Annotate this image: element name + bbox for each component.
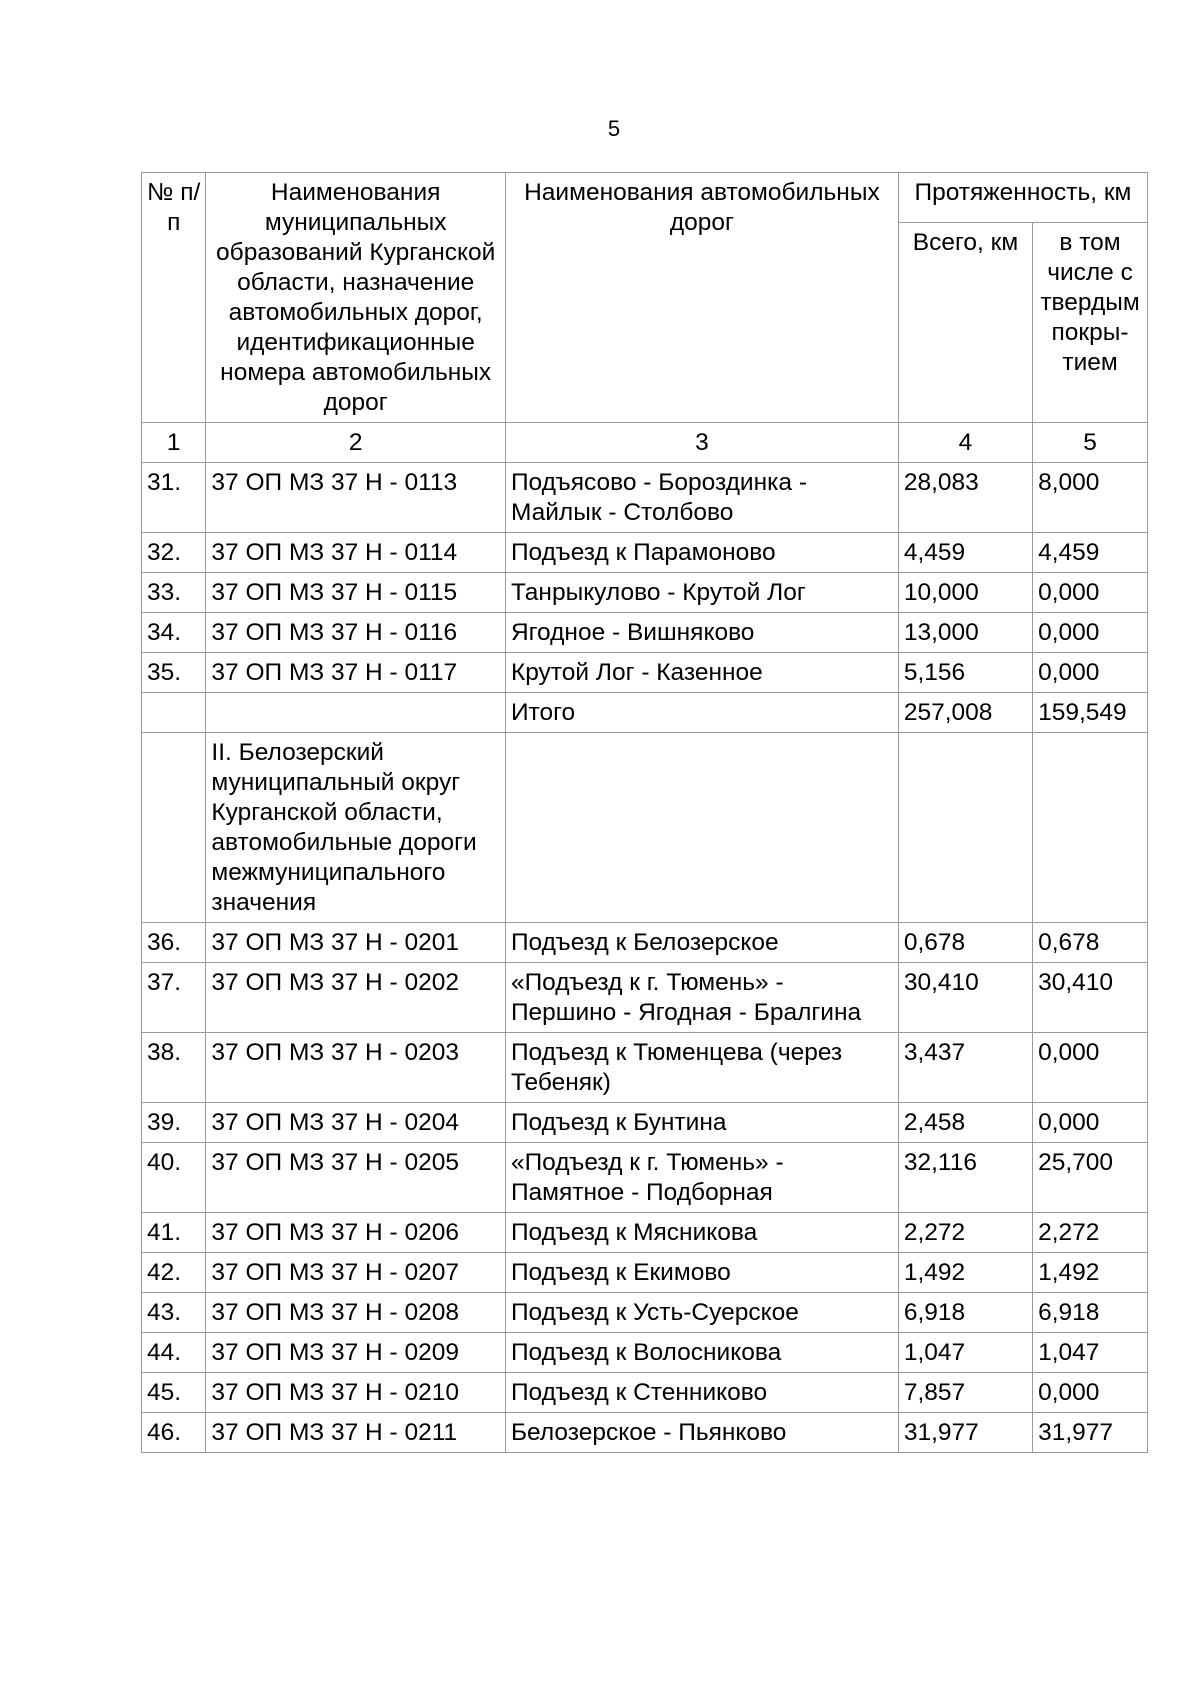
column-numbers-row — [142, 423, 1148, 463]
roads-table — [141, 172, 1148, 1453]
table-row — [142, 1413, 1148, 1453]
length-hard-surface: 0,678 — [1033, 923, 1148, 963]
length-hard-surface: 0,000 — [1033, 1103, 1148, 1143]
column-number: 5 — [1033, 423, 1148, 463]
length-hard-surface: 2,272 — [1033, 1213, 1148, 1253]
column-number: 3 — [505, 423, 898, 463]
road-name: Подъезд к Бунтина — [505, 1103, 898, 1143]
length-total: 2,272 — [898, 1213, 1032, 1253]
table-row — [142, 1253, 1148, 1293]
section-title: II. Белозерский муниципальный округ Курганской области, автомобильные дороги межмуниципального значения — [206, 733, 506, 923]
row-number: 37. — [142, 963, 206, 1033]
row-number: 43. — [142, 1293, 206, 1333]
road-name: Белозерское - Пьянково — [505, 1413, 898, 1453]
header-number: № п/п — [142, 173, 206, 423]
row-number: 44. — [142, 1333, 206, 1373]
road-id: 37 ОП МЗ 37 Н - 0203 — [206, 1033, 506, 1103]
road-id: 37 ОП МЗ 37 Н - 0209 — [206, 1333, 506, 1373]
road-name: Подъезд к Стенниково — [505, 1373, 898, 1413]
road-name: Подъезд к Волосникова — [505, 1333, 898, 1373]
length-total: 7,857 — [898, 1373, 1032, 1413]
length-total: 1,047 — [898, 1333, 1032, 1373]
length-total: 5,156 — [898, 653, 1032, 693]
column-number: 1 — [142, 423, 206, 463]
road-name: Крутой Лог - Казенное — [505, 653, 898, 693]
row-number: 45. — [142, 1373, 206, 1413]
road-name: «Подъезд к г. Тюмень» - Першино - Ягодная - Бралгина — [505, 963, 898, 1033]
length-total: 2,458 — [898, 1103, 1032, 1143]
road-name: Подъезд к Белозерское — [505, 923, 898, 963]
length-hard-surface: 1,492 — [1033, 1253, 1148, 1293]
row-number: 32. — [142, 533, 206, 573]
road-id: 37 ОП МЗ 37 Н - 0211 — [206, 1413, 506, 1453]
length-hard-surface: 0,000 — [1033, 1033, 1148, 1103]
section-row — [142, 733, 1148, 923]
row-number: 38. — [142, 1033, 206, 1103]
table-body-summary — [142, 693, 1148, 923]
length-hard-surface: 0,000 — [1033, 653, 1148, 693]
total-row-hard-surface: 159,549 — [1033, 693, 1148, 733]
table-row — [142, 613, 1148, 653]
road-name: «Подъезд к г. Тюмень» - Памятное - Подборная — [505, 1143, 898, 1213]
length-total: 1,492 — [898, 1253, 1032, 1293]
length-total: 28,083 — [898, 463, 1032, 533]
road-name: Подъезд к Тюменцева (через Тебеняк) — [505, 1033, 898, 1103]
road-id: 37 ОП МЗ 37 Н - 0210 — [206, 1373, 506, 1413]
road-name: Подъясово - Бороздинка - Майлык - Столбово — [505, 463, 898, 533]
length-total: 0,678 — [898, 923, 1032, 963]
row-number: 40. — [142, 1143, 206, 1213]
header-hard-surface: в том числе с твердым покры-тием — [1033, 223, 1148, 423]
column-number: 2 — [206, 423, 506, 463]
table-row — [142, 1373, 1148, 1413]
total-row — [142, 693, 1148, 733]
row-number: 41. — [142, 1213, 206, 1253]
length-total: 31,977 — [898, 1413, 1032, 1453]
road-id: 37 ОП МЗ 37 Н - 0206 — [206, 1213, 506, 1253]
road-id: 37 ОП МЗ 37 Н - 0205 — [206, 1143, 506, 1213]
section-row-hard-surface — [1033, 733, 1148, 923]
length-hard-surface: 30,410 — [1033, 963, 1148, 1033]
page-number: 5 — [607, 116, 621, 141]
table-row — [142, 1103, 1148, 1143]
table-row — [142, 1143, 1148, 1213]
row-number: 34. — [142, 613, 206, 653]
length-hard-surface: 4,459 — [1033, 533, 1148, 573]
table-row — [142, 1033, 1148, 1103]
row-number: 33. — [142, 573, 206, 613]
table-row — [142, 923, 1148, 963]
road-id: 37 ОП МЗ 37 Н - 0201 — [206, 923, 506, 963]
road-name: Подъезд к Усть-Суерское — [505, 1293, 898, 1333]
length-hard-surface: 0,000 — [1033, 573, 1148, 613]
section-row-number — [142, 733, 206, 923]
row-number: 39. — [142, 1103, 206, 1143]
road-id: 37 ОП МЗ 37 Н - 0114 — [206, 533, 506, 573]
length-total: 4,459 — [898, 533, 1032, 573]
table-row — [142, 1333, 1148, 1373]
row-number: 31. — [142, 463, 206, 533]
length-hard-surface: 31,977 — [1033, 1413, 1148, 1453]
total-row-id — [206, 693, 506, 733]
length-hard-surface: 6,918 — [1033, 1293, 1148, 1333]
row-number: 46. — [142, 1413, 206, 1453]
section-row-length — [898, 733, 1032, 923]
road-id: 37 ОП МЗ 37 Н - 0115 — [206, 573, 506, 613]
row-number: 36. — [142, 923, 206, 963]
length-total: 10,000 — [898, 573, 1032, 613]
header-road-name: Наименования автомобильных дорог — [505, 173, 898, 423]
road-id: 37 ОП МЗ 37 Н - 0116 — [206, 613, 506, 653]
road-id: 37 ОП МЗ 37 Н - 0204 — [206, 1103, 506, 1143]
total-row-label: Итого — [505, 693, 898, 733]
length-hard-surface: 25,700 — [1033, 1143, 1148, 1213]
length-total: 30,410 — [898, 963, 1032, 1033]
road-name: Ягодное - Вишняково — [505, 613, 898, 653]
section-row-name — [505, 733, 898, 923]
road-id: 37 ОП МЗ 37 Н - 0113 — [206, 463, 506, 533]
column-number: 4 — [898, 423, 1032, 463]
row-number: 35. — [142, 653, 206, 693]
table-row — [142, 653, 1148, 693]
table-row — [142, 1293, 1148, 1333]
header-length-group: Протяженность, км — [898, 173, 1147, 223]
length-hard-surface: 1,047 — [1033, 1333, 1148, 1373]
length-hard-surface: 8,000 — [1033, 463, 1148, 533]
road-name: Подъезд к Парамоново — [505, 533, 898, 573]
road-name: Подъезд к Екимово — [505, 1253, 898, 1293]
table-body-section-2 — [142, 923, 1148, 1453]
table-body-section-1 — [142, 463, 1148, 693]
length-total: 6,918 — [898, 1293, 1032, 1333]
road-id: 37 ОП МЗ 37 Н - 0208 — [206, 1293, 506, 1333]
header-total: Всего, км — [898, 223, 1032, 423]
table-header — [142, 173, 1148, 463]
length-total: 3,437 — [898, 1033, 1032, 1103]
length-hard-surface: 0,000 — [1033, 1373, 1148, 1413]
road-id: 37 ОП МЗ 37 Н - 0207 — [206, 1253, 506, 1293]
road-id: 37 ОП МЗ 37 Н - 0202 — [206, 963, 506, 1033]
road-name: Подъезд к Мясникова — [505, 1213, 898, 1253]
total-row-length: 257,008 — [898, 693, 1032, 733]
road-id: 37 ОП МЗ 37 Н - 0117 — [206, 653, 506, 693]
length-total: 32,116 — [898, 1143, 1032, 1213]
table-row — [142, 963, 1148, 1033]
table-row — [142, 463, 1148, 533]
length-total: 13,000 — [898, 613, 1032, 653]
road-name: Танрыкулово - Крутой Лог — [505, 573, 898, 613]
table-row — [142, 573, 1148, 613]
table-row — [142, 533, 1148, 573]
header-municipality: Наименования муниципальных образований Курганской области, назначение автомобильных дорог, идентификационные номера автомобильных дорог — [206, 173, 506, 423]
total-row-number — [142, 693, 206, 733]
length-hard-surface: 0,000 — [1033, 613, 1148, 653]
row-number: 42. — [142, 1253, 206, 1293]
table-row — [142, 1213, 1148, 1253]
